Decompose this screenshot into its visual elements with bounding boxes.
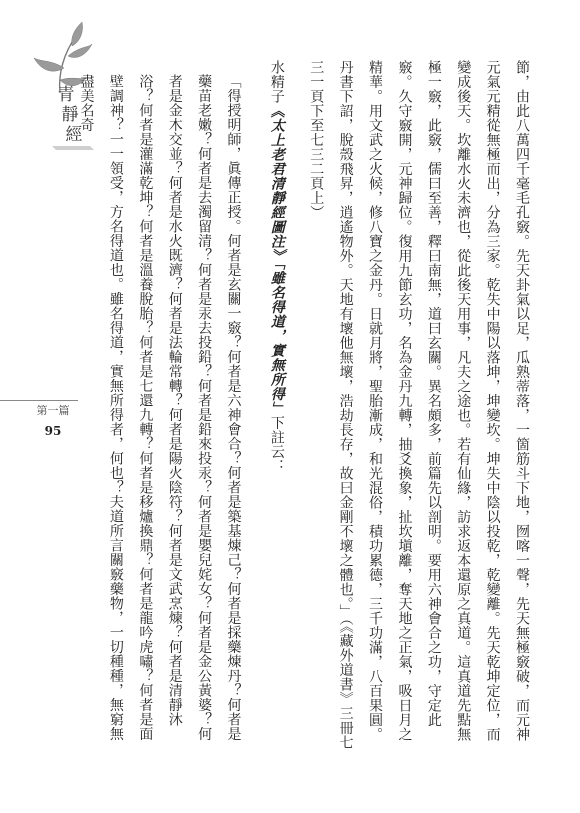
body-paragraph: 節，由此八萬四千毫毛孔竅。先天卦氣以足，瓜熟蒂落，一箇筋斗下地，囫喀一聲，先天無極竅破，而元神元氣元精從無極而出，分為三家。乾失中陽以落坤，坤變坎。坤失中陰以投乾，乾變離。先天乾坤定位，而變成後天。坎離水火未濟也，從此後天用事，凡夫之途也。若有仙緣，訪求返本還原之真道。這真道先點無極一竅，此竅，儒曰至善，釋曰南無，道曰玄關。異名頗多，前篇先以剖明。要用六神會合之功，守定此竅。久守竅開，元神歸位。復用九節玄功，名為金丹九轉，抽爻換象，扯坎塡離，奪天地之正氣，吸日月之精華。用文武之火候，修八寶之金丹。日就月將，聖胎漸成，和光混俗，積功累德，三千功滿，八百果圓。丹書下詔，脫殼飛昇，逍遙物外。天地有壞他無壞，浩劫長存，故曰金剛不壞之體也。」（《藏外道書》三冊七三一頁下至七三二頁上） [308,60,530,750]
chapter-label: 第一篇 [36,404,70,417]
quote-paragraph: 「得授明師，眞傳正授。何者是玄關一竅？何者是六神會合？何者是築基煉己？何者是採藥煉丹？何者是藥苗老嫩？何者是去濁留清？何者是汞去投鉛？何者是鉛來投汞？何者是嬰兒姹女？何者是金公黃婆？何者是金木交並？何者是水火既濟？何者是法輪常轉？何者是陽火陰符？何者是文武烹煉？何者是清靜沐浴？何者是灌滿乾坤？何者是溫養脫胎？何者是七還九轉？何者是移爐換鼎？何者是龍吟虎嘯？何者是面壁調神？一一領受，方名得道也。雖名得道，實無所得者，何也？夫道所言關竅藥物，一切種種，無窮無盡美名奇 [78,74,242,741]
citation-heading [261,60,290,750]
vertical-text-body [78,60,536,750]
logo-text: 經 [65,125,83,145]
quoted-phrase: 「雖名得道，實無所得」 [268,263,285,416]
heading-suffix: 下註云： [268,415,285,474]
author-name: 水精子 [268,60,285,104]
logo-text: 靜 [61,105,79,125]
page-number: 95 [44,424,62,438]
book-title: 《太上老君清靜經圖注》 [268,103,285,263]
margin-rule [0,400,78,401]
logo-text: 青 [57,85,75,105]
